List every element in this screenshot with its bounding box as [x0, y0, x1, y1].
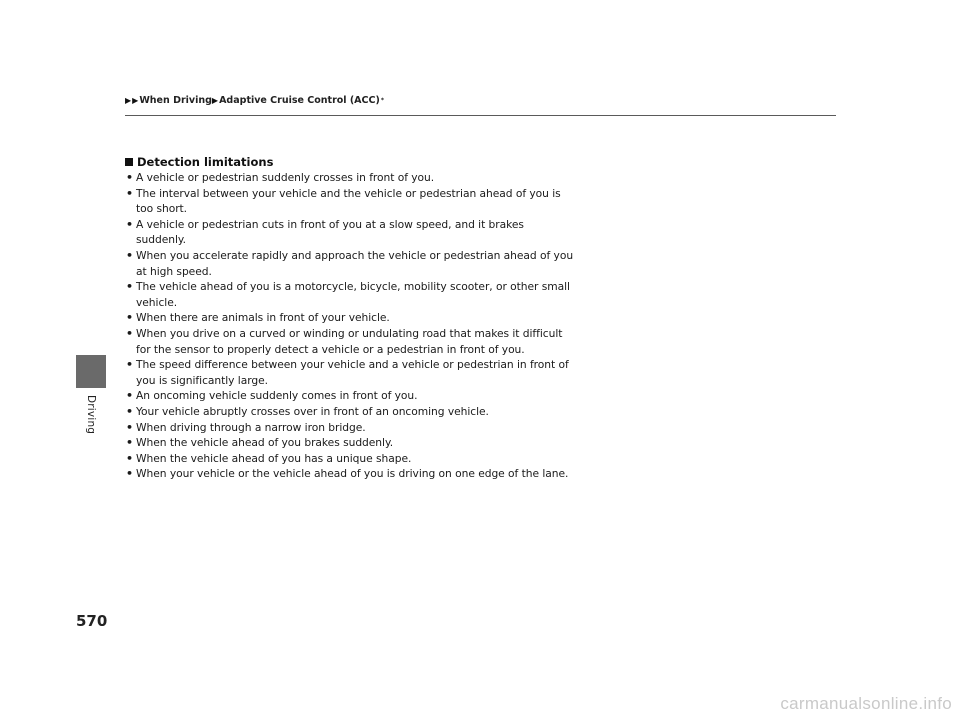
detection-limitations-section — [125, 154, 575, 482]
section-title: Detection limitations — [137, 154, 274, 169]
bullet-icon: • — [126, 451, 133, 465]
list-item: • When you accelerate rapidly and approach the vehicle or pedestrian ahead of you at high speed. — [126, 248, 574, 278]
breadcrumb — [125, 95, 384, 106]
list-item: • When the vehicle ahead of you has a unique shape. — [126, 451, 412, 465]
chapter-tab — [76, 355, 106, 388]
breadcrumb-item-acc[interactable]: Adaptive Cruise Control (ACC) — [219, 95, 380, 106]
bullet-icon: • — [126, 404, 133, 418]
bullet-icon: • — [126, 171, 133, 184]
list-item: • When there are animals in front of your vehicle. — [126, 311, 390, 325]
list-item: • When your vehicle or the vehicle ahead of you is driving on one edge of the lane. — [126, 467, 569, 481]
list-item: • When you drive on a curved or winding or undulating road that makes it difficult for the sensor to properly detect a vehicle or a pedestrian in front of you. — [126, 326, 563, 356]
triangle-right-icon: ▶ — [211, 96, 219, 105]
bullet-icon: • — [126, 326, 133, 340]
list-item: • Your vehicle abruptly crosses over in front of an oncoming vehicle. — [126, 404, 489, 418]
bullet-icon: • — [126, 389, 133, 403]
triangle-right-icon: ▶ — [132, 96, 139, 105]
chapter-label: Driving — [85, 395, 97, 435]
square-bullet-icon — [125, 158, 133, 166]
bullet-icon: • — [126, 358, 133, 372]
list-item: • The speed difference between your vehicle and a vehicle or pedestrian in front of you is significantly large. — [126, 358, 569, 387]
bullet-icon: • — [126, 420, 133, 434]
bullet-icon: • — [126, 217, 133, 231]
list-item: • The vehicle ahead of you is a motorcycle, bicycle, mobility scooter, or other small vehicle. — [126, 280, 570, 309]
bullet-icon: • — [126, 436, 133, 450]
list-item: • When driving through a narrow iron bridge. — [126, 420, 366, 434]
page-number: 570 — [76, 612, 108, 630]
list-item: • An oncoming vehicle suddenly comes in front of you. — [126, 389, 418, 403]
bullet-icon: • — [126, 467, 133, 481]
bullet-icon: • — [126, 248, 133, 262]
bullet-icon: • — [126, 186, 133, 200]
breadcrumb-item-when-driving[interactable]: When Driving — [139, 95, 212, 106]
list-item: • A vehicle or pedestrian suddenly crosses in front of you. — [126, 171, 435, 184]
bullet-icon: • — [126, 311, 133, 325]
breadcrumb-footnote-mark: * — [380, 97, 384, 104]
watermark: carmanualsonline.info — [780, 694, 952, 713]
list-item: • A vehicle or pedestrian cuts in front of you at a slow speed, and it brakes suddenly. — [126, 217, 524, 247]
section-heading — [125, 154, 575, 169]
limitations-list — [125, 170, 575, 482]
list-item: • When the vehicle ahead of you brakes suddenly. — [126, 436, 394, 450]
list-item: • The interval between your vehicle and the vehicle or pedestrian ahead of you is too short. — [126, 186, 561, 216]
triangle-right-icon: ▶ — [125, 96, 132, 105]
header-divider — [125, 115, 836, 116]
bullet-icon: • — [126, 280, 133, 294]
